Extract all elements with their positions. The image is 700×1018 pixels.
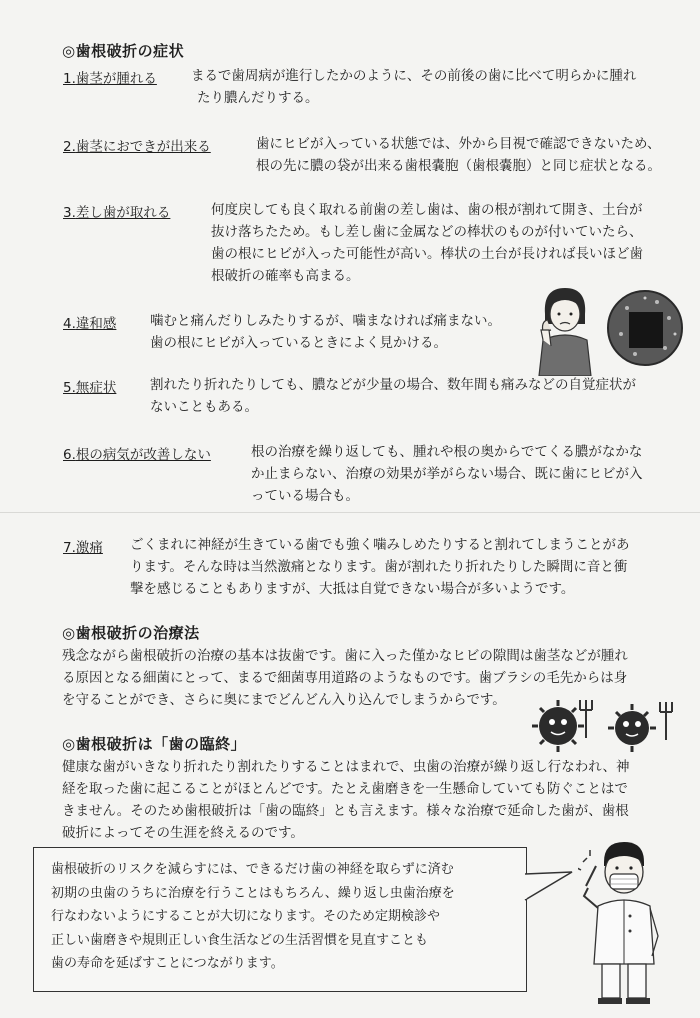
symptom-7-text: ごくまれに神経が生きている歯でも強く噛みしめたりすると割れてしまうことがあ ります。そんな時は当然激痛となります。歯が割れたり折れたりした瞬間に音と衝 撃を感じることもありますが、大抵は自覚できない場合が多いようです。 xyxy=(130,537,630,597)
symptom-6-text: 根の治療を繰り返しても、腫れや根の奥からでてくる膿がなかな か止まらない、治療の効果が挙がらない場合、既に歯にヒビが入 っている場合も。 xyxy=(251,444,643,504)
symptom-5-text: 割れたり折れたりしても、膿などが少量の場合、数年間も痛みなどの自覚症状が ないこともある。 xyxy=(150,377,636,415)
symptom-7-label: 7.激痛 xyxy=(63,540,103,556)
worried-woman-icon xyxy=(533,280,597,376)
symptom-6-label: 6.根の病気が改善しない xyxy=(63,447,211,463)
symptom-3-label: 3.差し歯が取れる xyxy=(63,205,171,221)
speech-pointer xyxy=(524,870,574,904)
treatment-paragraph: 残念ながら歯根破折の治療の基本は抜歯です。歯に入った僅かなヒビの隙間は歯茎などが腫れ る原因となる細菌にとって、まるで細菌専用道路のようなものです。歯ブラシの毛先からは身 を守ることができ、さらに奥にまでどんどん入り込んでしまうからです。 xyxy=(62,648,628,708)
symptoms-heading: ◎歯根破折の症状 xyxy=(62,42,185,60)
symptom-5-label: 5.無症状 xyxy=(63,380,117,396)
advice-text: 歯根破折のリスクを減らすには、できるだけ歯の神経を取らずに済む 初期の虫歯のうちに治療を行うことはもちろん、繰り返し虫歯治療を 行なわないようにすることが大切になります。そのため定期検診や 正しい歯磨きや規則正しい食生活などの生活習慣を見直すことも 歯の寿命を延ばすことにつながります。 xyxy=(51,862,455,971)
end-heading: ◎歯根破折は「歯の臨終」 xyxy=(62,735,247,753)
dentist-icon xyxy=(578,836,668,1006)
symptom-2-label: 2.歯茎におできが出来る xyxy=(63,139,211,155)
symptom-4-text: 噛むと痛んだりしみたりするが、噛まなければ痛まない。 歯の根にヒビが入っているときによく見かける。 xyxy=(150,313,501,351)
symptom-1-label: 1.歯茎が腫れる xyxy=(63,71,157,87)
advice-box xyxy=(33,847,527,992)
symptom-3-text: 何度戻しても良く取れる前歯の差し歯は、歯の根が割れて開き、土台が 抜け落ちたため。もし差し歯に金属などの棒状のものが付いていたら、 歯の根にヒビが入った可能性が高い。棒状の土台が長ければ長いほど歯 根破折の確率も高まる。 xyxy=(211,202,643,284)
symptom-2-text: 歯にヒビが入っている状態では、外から目視で確認できないため、 根の先に膿の袋が出来る歯根嚢胞（歯根嚢胞）と同じ症状となる。 xyxy=(256,136,661,174)
symptom-1-text: まるで歯周病が進行したかのように、その前後の歯に比べて明らかに腫れ たり膿んだりする。 xyxy=(191,68,637,106)
symptom-4-label: 4.違和感 xyxy=(63,316,117,332)
treatment-heading: ◎歯根破折の治療法 xyxy=(62,624,200,642)
page-divider xyxy=(0,512,700,513)
germ-icon xyxy=(520,690,690,758)
end-paragraph: 健康な歯がいきなり折れたり割れたりすることはまれで、虫歯の治療が繰り返し行なわれ、神 経を取った歯に起こることがほとんどです。たとえ歯磨きを一生懸命していても防ぐことはで きません。そのため歯根破折は「歯の臨終」とも言えます。様々な治療で延命した歯が、歯根 破折によってその生涯を終えるのです。 xyxy=(62,759,630,841)
rice-cracker-icon xyxy=(605,288,685,368)
